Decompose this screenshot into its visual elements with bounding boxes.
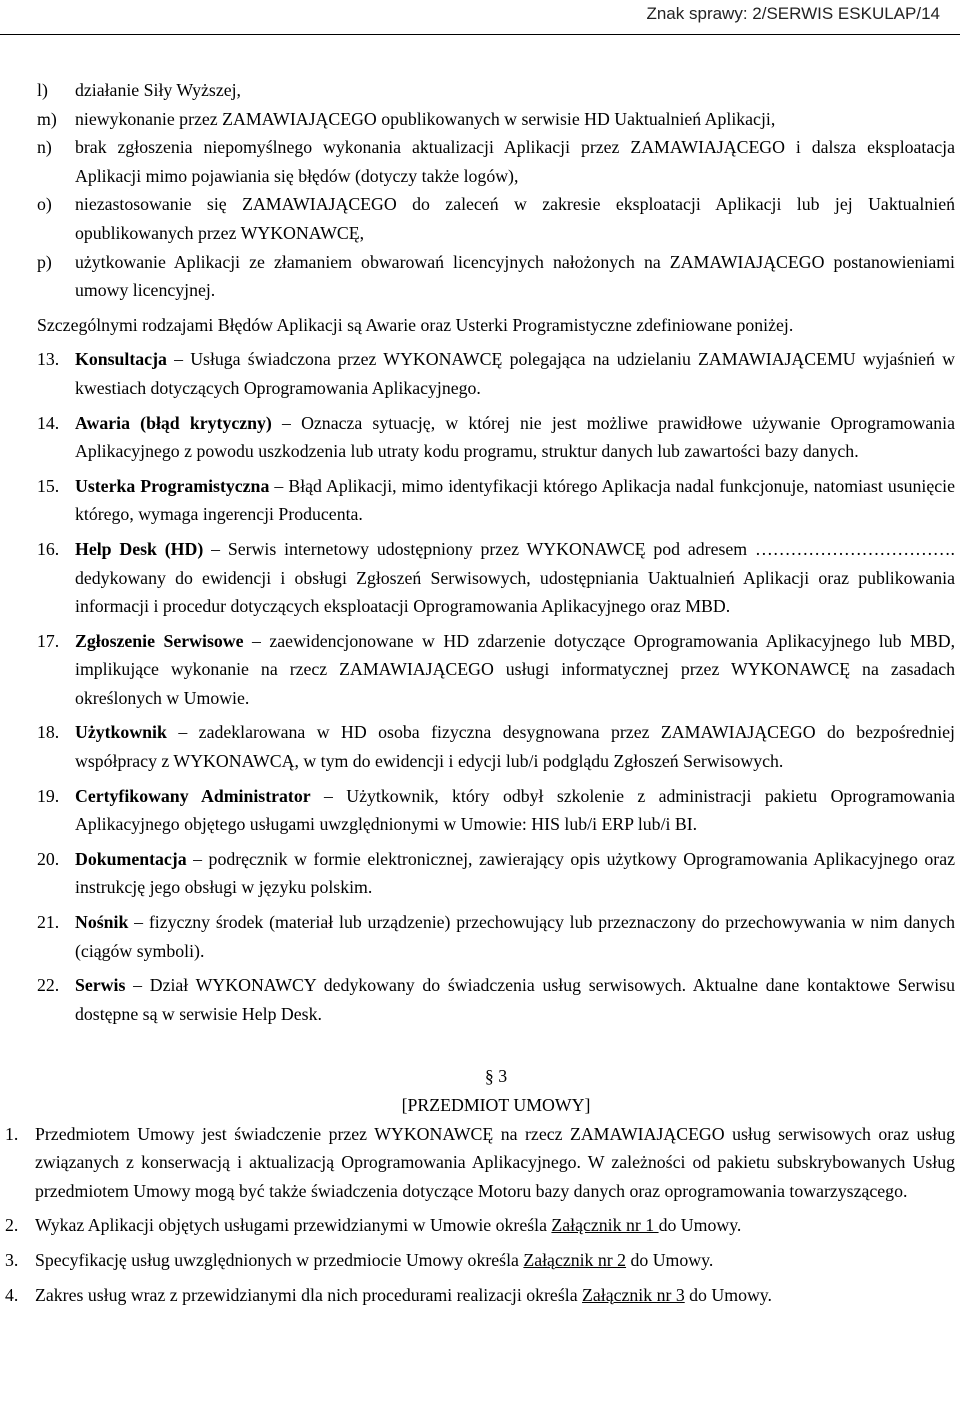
intro-paragraph: Szczególnymi rodzajami Błędów Aplikacji są Awarie oraz Usterki Programistyczne zdefiniowane poniżej. bbox=[37, 314, 794, 335]
item-number: 14. bbox=[37, 412, 60, 433]
definition-text: – Serwis internetowy udostępniony przez WYKONAWCĘ pod adresem ……………………………. dedykowany do ewidencji i obsługi Zgłoszeń Serwisowych, udostępniania Uaktualnień Aplikacji oraz publikowania informacji i procedur dotyczących eksploatacji Oprogramowania Aplikacyjnego oraz MBD. bbox=[75, 538, 956, 617]
subject-item bbox=[5, 1120, 955, 1206]
definition-item bbox=[37, 345, 955, 402]
definition-text: – Błąd Aplikacji, mimo identyfikacji którego Aplikacja nadal funkcjonuje, natomiast usunięcie którego, wymaga ingerencji Producenta. bbox=[75, 475, 955, 525]
item-text: niezastosowanie się ZAMAWIAJĄCEGO do zaleceń w zakresie eksploatacji Aplikacji lub jej Uaktualnień opublikowanych przez WYKONAWCĘ, bbox=[75, 194, 955, 243]
item-label: l) bbox=[37, 80, 48, 100]
definition-term: Awaria (błąd krytyczny) bbox=[75, 412, 272, 433]
definition-term: Dokumentacja bbox=[75, 848, 187, 869]
definition-term: Help Desk (HD) bbox=[75, 538, 204, 559]
header-divider bbox=[0, 34, 960, 35]
section-heading bbox=[37, 1062, 955, 1119]
item-text: niewykonanie przez ZAMAWIAJĄCEGO opublikowanych w serwisie HD Uaktualnień Aplikacji, bbox=[75, 108, 776, 129]
section-mark: § 3 bbox=[484, 1066, 508, 1087]
item-number: 19. bbox=[37, 785, 60, 806]
attachment-link: Załącznik nr 1 bbox=[551, 1215, 659, 1236]
item-text: Wykaz Aplikacji objętych usługami przewidzianymi w Umowie określa bbox=[35, 1215, 552, 1236]
definition-term: Konsultacja bbox=[75, 349, 167, 370]
definition-item bbox=[37, 472, 955, 529]
definitions-list bbox=[37, 345, 955, 1028]
definition-item bbox=[37, 845, 955, 902]
item-label: m) bbox=[37, 108, 57, 129]
item-number: 20. bbox=[37, 848, 60, 869]
item-text: Przedmiotem Umowy jest świadczenie przez WYKONAWCĘ na rzecz ZAMAWIAJĄCEGO usług serwisowych oraz usług związanych z konserwacją i aktualizacją Oprogramowania Aplikacyjnego. W zależności od pakietu subskrybowanych Usług przedmiotem Umowy mogą być także świadczenia dotyczące Motoru bazy danych oraz oprogramowania towarzyszącego. bbox=[35, 1123, 955, 1201]
item-text: brak zgłoszenia niepomyślnego wykonania aktualizacji Aplikacji przez ZAMAWIAJĄCEGO i dalsza eksploatacja Aplikacji mimo pojawiania się błędów (dotyczy także logów), bbox=[75, 137, 955, 186]
definition-term: Zgłoszenie Serwisowe bbox=[75, 630, 244, 651]
definition-text: – Oznacza sytuację, w której nie jest możliwe prawidłowe używanie Oprogramowania Aplikacyjnego z powodu uszkodzenia lub utraty kodu programu, struktur danych lub zawartości bazy danych. bbox=[75, 412, 955, 462]
definition-item bbox=[37, 971, 955, 1028]
item-label: o) bbox=[37, 194, 52, 215]
definition-text: – Użytkownik, który odbył szkolenie z administracji pakietu Oprogramowania Aplikacyjnego objętego usługami uwzględnionymi w Umowie: HIS lub/i ERP lub/i BI. bbox=[75, 785, 955, 835]
section-title: [PRZEDMIOT UMOWY] bbox=[401, 1095, 591, 1115]
definition-term: Serwis bbox=[75, 975, 126, 996]
list-item bbox=[37, 76, 955, 105]
definition-text: – zadeklarowana w HD osoba fizyczna desygnowana przez ZAMAWIAJĄCEGO do bezpośredniej współpracy z WYKONAWCĄ, w tym do ewidencji i edycji lub/i podglądu Zgłoszeń Serwisowych. bbox=[75, 722, 955, 772]
definition-text: – podręcznik w formie elektronicznej, zawierający opis użytkowy Oprogramowania Aplikacyjnego oraz instrukcję jego obsługi w języku polskim. bbox=[75, 848, 955, 898]
item-text: działanie Siły Wyższej, bbox=[75, 80, 241, 100]
item-number: 2. bbox=[5, 1215, 19, 1236]
subject-item bbox=[5, 1281, 955, 1310]
list-item bbox=[37, 105, 955, 134]
item-text-end: do Umowy. bbox=[658, 1215, 742, 1236]
attachment-link: Załącznik nr 2 bbox=[523, 1249, 627, 1270]
attachment-link: Załącznik nr 3 bbox=[582, 1284, 685, 1305]
item-number: 22. bbox=[37, 975, 60, 996]
item-text: użytkowanie Aplikacji ze złamaniem obwarowań licencyjnych nałożonych na ZAMAWIAJĄCEGO postanowieniami umowy licencyjnej. bbox=[75, 251, 955, 301]
list-item bbox=[37, 248, 955, 305]
subject-item bbox=[5, 1246, 955, 1275]
subject-item bbox=[5, 1211, 955, 1240]
item-number: 21. bbox=[37, 912, 60, 933]
definition-text: – zaewidencjonowane w HD zdarzenie dotyczące Oprogramowania Aplikacyjnego lub MBD, implikujące wykonanie na rzecz ZAMAWIAJĄCEGO usługi informatycznej przez WYKONAWCĘ na zasadach określonych w Umowie. bbox=[75, 630, 956, 708]
item-text-end: do Umowy. bbox=[626, 1249, 714, 1270]
subject-list bbox=[5, 1120, 955, 1310]
item-number: 3. bbox=[5, 1249, 19, 1270]
definition-item bbox=[37, 535, 955, 621]
item-number: 13. bbox=[37, 349, 60, 370]
item-number: 18. bbox=[37, 722, 60, 743]
item-label: n) bbox=[37, 137, 52, 158]
definition-item bbox=[37, 718, 955, 775]
definition-item bbox=[37, 782, 955, 839]
definition-term: Usterka Programistyczna bbox=[75, 475, 270, 496]
definition-term: Certyfikowany Administrator bbox=[75, 785, 311, 806]
item-text: Zakres usług wraz z przewidzianymi dla nich procedurami realizacji określa bbox=[35, 1284, 583, 1305]
item-text-end: do Umowy. bbox=[684, 1284, 772, 1305]
item-number: 4. bbox=[5, 1284, 19, 1305]
item-number: 17. bbox=[37, 630, 60, 651]
item-text: Specyfikację usług uwzględnionych w przedmiocie Umowy określa bbox=[35, 1249, 524, 1270]
list-item bbox=[37, 133, 955, 190]
definition-item bbox=[37, 627, 955, 713]
definition-item bbox=[37, 409, 955, 466]
list-item bbox=[37, 190, 955, 247]
definition-text: – fizyczny środek (materiał lub urządzenie) przechowujący lub przeznaczony do przechowywania w nim danych (ciągów symboli). bbox=[75, 912, 955, 961]
item-number: 16. bbox=[37, 538, 60, 559]
case-number: Znak sprawy: 2/SERWIS ESKULAP/14 bbox=[646, 4, 940, 23]
definition-term: Nośnik bbox=[75, 912, 129, 933]
definition-item bbox=[37, 908, 955, 965]
definition-term: Użytkownik bbox=[75, 722, 167, 743]
item-number: 1. bbox=[5, 1123, 19, 1144]
definition-text: – Usługa świadczona przez WYKONAWCĘ polegająca na udzielaniu ZAMAWIAJĄCEMU wyjaśnień w kwestiach dotyczących Oprogramowania Aplikacyjnego. bbox=[75, 349, 955, 398]
item-label: p) bbox=[37, 251, 52, 272]
item-number: 15. bbox=[37, 475, 60, 496]
document-header bbox=[646, 0, 940, 25]
definition-text: – Dział WYKONAWCY dedykowany do świadczenia usług serwisowych. Aktualne dane kontaktowe Serwisu dostępne są w serwisie Help Desk. bbox=[75, 975, 955, 1024]
document-body bbox=[5, 76, 956, 1309]
alpha-list bbox=[37, 76, 955, 305]
